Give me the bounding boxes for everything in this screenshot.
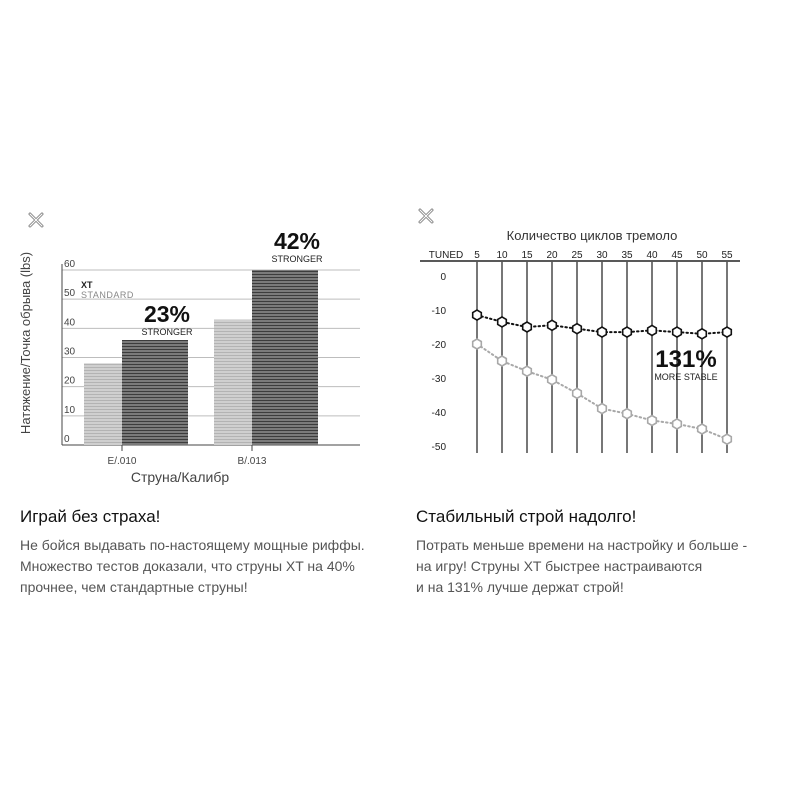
line-point-standard (598, 404, 607, 414)
line-point-xt (498, 317, 507, 327)
line-y-tick-label: -50 (431, 442, 446, 453)
line-x-ticks (429, 250, 733, 261)
line-x-tick-label: 50 (696, 250, 708, 261)
right-body-line: на игру! Струны XT быстрее настраиваются (416, 558, 703, 574)
annotation-value: 131% (655, 346, 717, 373)
left-body-line: Не бойся выдавать по-настоящему мощные риффы. (20, 537, 365, 553)
line-y-ticks (432, 272, 447, 453)
right-heading: Стабильный строй надолго! (416, 507, 637, 526)
bar-chart (0, 200, 400, 500)
bar-x-axis-label: Струна/Калибр (130, 469, 230, 485)
line-point-standard (623, 409, 632, 419)
line-x-tick-label: 55 (721, 250, 733, 261)
line-y-tick-label: -20 (431, 340, 446, 351)
bar-xt (122, 340, 188, 445)
line-point-standard (523, 366, 532, 376)
bar-x-tick-label: E/.010 (107, 456, 137, 467)
bar-xt (252, 270, 318, 445)
bar-annotation-label: STRONGER (141, 327, 193, 337)
right-body-line: и на 131% лучше держат строй! (416, 579, 624, 595)
right-text-block (416, 507, 747, 598)
line-point-standard (573, 388, 582, 398)
bar-annotation-value: 42% (273, 228, 321, 254)
line-y-tick-label: -30 (431, 374, 446, 385)
line-point-xt (473, 310, 482, 320)
line-x-tick-label: 45 (671, 250, 683, 261)
line-point-xt (648, 325, 657, 335)
bar-y-tick-label: 50 (64, 288, 76, 300)
legend-standard: STANDARD (81, 290, 134, 300)
xt-cross-logo-icon (420, 210, 432, 222)
bar-x-ticks (108, 445, 267, 467)
line-point-standard (673, 419, 682, 429)
line-x-tick-label: 30 (596, 250, 608, 261)
left-text-block (20, 507, 365, 598)
bar-y-axis-label: Натяжение/Точка обрыва (lbs) (18, 251, 33, 435)
line-x-tick-label: 35 (621, 250, 633, 261)
bar-y-tick-label: 20 (64, 375, 76, 387)
line-point-xt (723, 327, 732, 337)
line-point-standard (648, 416, 657, 426)
line-chart-title: Количество циклов тремоло (506, 228, 678, 243)
line-y-tick-label: 0 (440, 272, 446, 283)
line-x-tick-label: 20 (546, 250, 558, 261)
right-body-line: Потрать меньше времени на настройку и больше - (416, 537, 748, 553)
bar-y-tick-label: 30 (64, 346, 76, 358)
line-x-tick-label: 15 (521, 250, 533, 261)
line-point-standard (498, 356, 507, 366)
bar-y-tick-label: 0 (64, 434, 70, 445)
xt-cross-logo-icon (30, 214, 42, 226)
line-point-standard (473, 339, 482, 349)
legend-xt: XT (81, 280, 93, 290)
line-y-tick-label: -40 (431, 408, 446, 419)
line-point-xt (673, 327, 682, 337)
line-chart (400, 200, 800, 470)
bar-x-tick-label: B/.013 (237, 456, 267, 467)
bar-annotation-value: 23% (143, 301, 191, 327)
bar-y-tick-label: 40 (64, 317, 76, 329)
line-point-xt (573, 324, 582, 334)
line-point-standard (723, 434, 732, 444)
line-x-tick-label: 10 (496, 250, 508, 261)
line-point-xt (698, 329, 707, 339)
left-heading: Играй без страха! (20, 507, 161, 526)
bar-y-ticks (64, 259, 76, 445)
line-x-tick-label: TUNED (428, 250, 464, 261)
line-point-xt (623, 327, 632, 337)
annotation-label: MORE STABLE (654, 372, 718, 382)
line-x-tick-label: 25 (571, 250, 583, 261)
line-y-tick-label: -10 (431, 306, 446, 317)
line-point-standard (698, 424, 707, 434)
line-x-tick-label: 40 (646, 250, 658, 261)
bar-y-tick-label: 60 (64, 259, 76, 270)
bar-y-tick-label: 10 (64, 404, 76, 416)
left-body-line: прочнее, чем стандартные струны! (20, 579, 248, 595)
left-body-line: Множество тестов доказали, что струны XT на 40% (20, 558, 355, 574)
line-point-standard (548, 375, 557, 385)
line-point-xt (523, 322, 532, 332)
line-point-xt (598, 327, 607, 337)
line-point-xt (548, 320, 557, 330)
bar-annotation-label: STRONGER (271, 254, 323, 264)
line-x-tick-label: 5 (474, 250, 480, 261)
